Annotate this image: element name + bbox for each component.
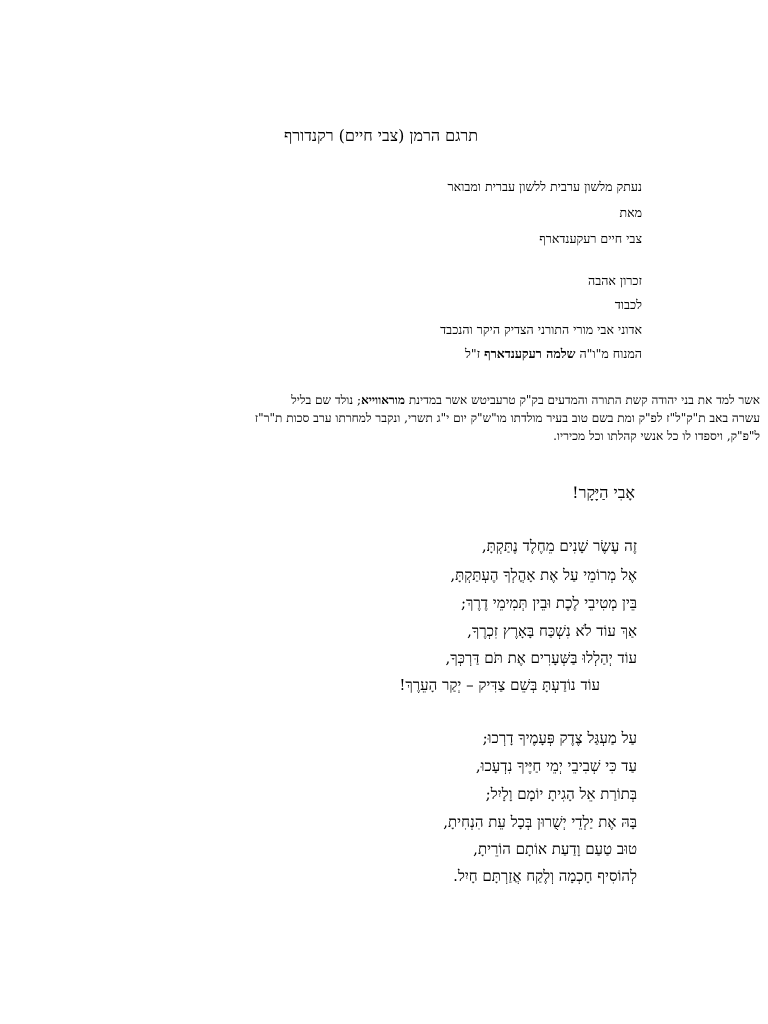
by-label: מאת [619, 205, 642, 220]
poem-line: עַד כִּי שְׁבִיבֵי יְמֵי חַיֶּיךָ נִדְעָכוּ, [475, 757, 637, 775]
bio-line-2: עשרה באב ת"ק"ל"ז לפ"ק ומת בשם טוב בעיר מולדתו מו"ש"ק יום י"ג תשרי, ונקבר למחרתו ערב סכות ת"ר"ז [254, 411, 760, 425]
poem-line: בֵּין מְטִיבֵי לֶכֶת וּבֵין תְּמִימֵי דֶרֶךְ; [461, 594, 637, 612]
bio-line-1-end: ; נולד שם בליל [291, 393, 362, 407]
poem-line: בָּהּ אֶת יַלְדֵי יְשֻׁרוּן בְּכָל עֵת הִנְחִיתָ, [443, 813, 637, 831]
bio-line-3: ל"פ"ק, ויספדו לו כל אנשי קהלתו וכל מכיריו. [553, 429, 760, 443]
author-name: צבי חיים רעקענדארף [539, 231, 642, 246]
bio-line-1 [0, 391, 760, 409]
dedication-line-2: לכבוד [614, 297, 642, 312]
poem-line: עַל מַעְגַּל צֶדֶק פְּעָמֶיךָ דָרְכוּ; [482, 729, 637, 747]
dedication-line-4 [465, 346, 642, 362]
poem-line: טוּב טַעַם וָדַעַת אוֹתָם הוֹרֵיתָ, [473, 840, 637, 858]
page-title: תרגם הרמן (צבי חיים) רקנדורף [283, 126, 479, 145]
poem-line: לְהוֹסִיף חָכְמָה וְלֶקַח אֲזַרְתָּם חָיִל. [453, 867, 637, 885]
poem-heading: אָבִי הַיָּקָר! [572, 483, 635, 502]
dedication-prefix: המנוח מ"ו"ה [579, 346, 642, 361]
poem-line: אֶל מְרוֹמֵי עַל אֶת אָהֳלְךָ הֶעְתַּקְתָּ, [450, 566, 637, 584]
dedication-suffix: ז"ל [465, 346, 481, 361]
dedication-line-1: זכרון אהבה [588, 273, 642, 288]
place-name: מורא‌ווייא [361, 393, 405, 407]
poem-line: בְּתוֹרַת אֵל הָגִיתָ יוֹמָם וָלָיִל; [485, 785, 637, 803]
translation-note: נעתק מלשון ערבית ללשון עברית ומבואר [447, 179, 642, 194]
poem-line: עוֹד יְהַלְלוּ בַּשְּׁעָרִים אֶת תֹּם דַּרְכְּךָ, [445, 649, 637, 667]
father-name: שלמה רעקענדארף [484, 346, 576, 361]
poem-line: אַךְ עוֹד לֹא נִשְׁכַּח בָּאָרֶץ זִכְרֶךָ, [467, 622, 637, 640]
dedication-line-3: אדוני אבי מורי התורני הצדיק היקר והנכבד [440, 322, 642, 337]
poem-line: זֶה עֶשֶׂר שָׁנִים מֵחֶלֶד נֶתַּקְתָּ, [481, 537, 637, 555]
bio-line-1-text: אשר למד את בני יהודה קשת התורה והמדעים בק"ק טרעביטש אשר במדינת [408, 393, 760, 407]
poem-line: עוֹד נוֹדַעְתָּ בְּשֵׁם צַדִּיק – יְקַר הָעֵרֶךְ! [399, 676, 600, 694]
